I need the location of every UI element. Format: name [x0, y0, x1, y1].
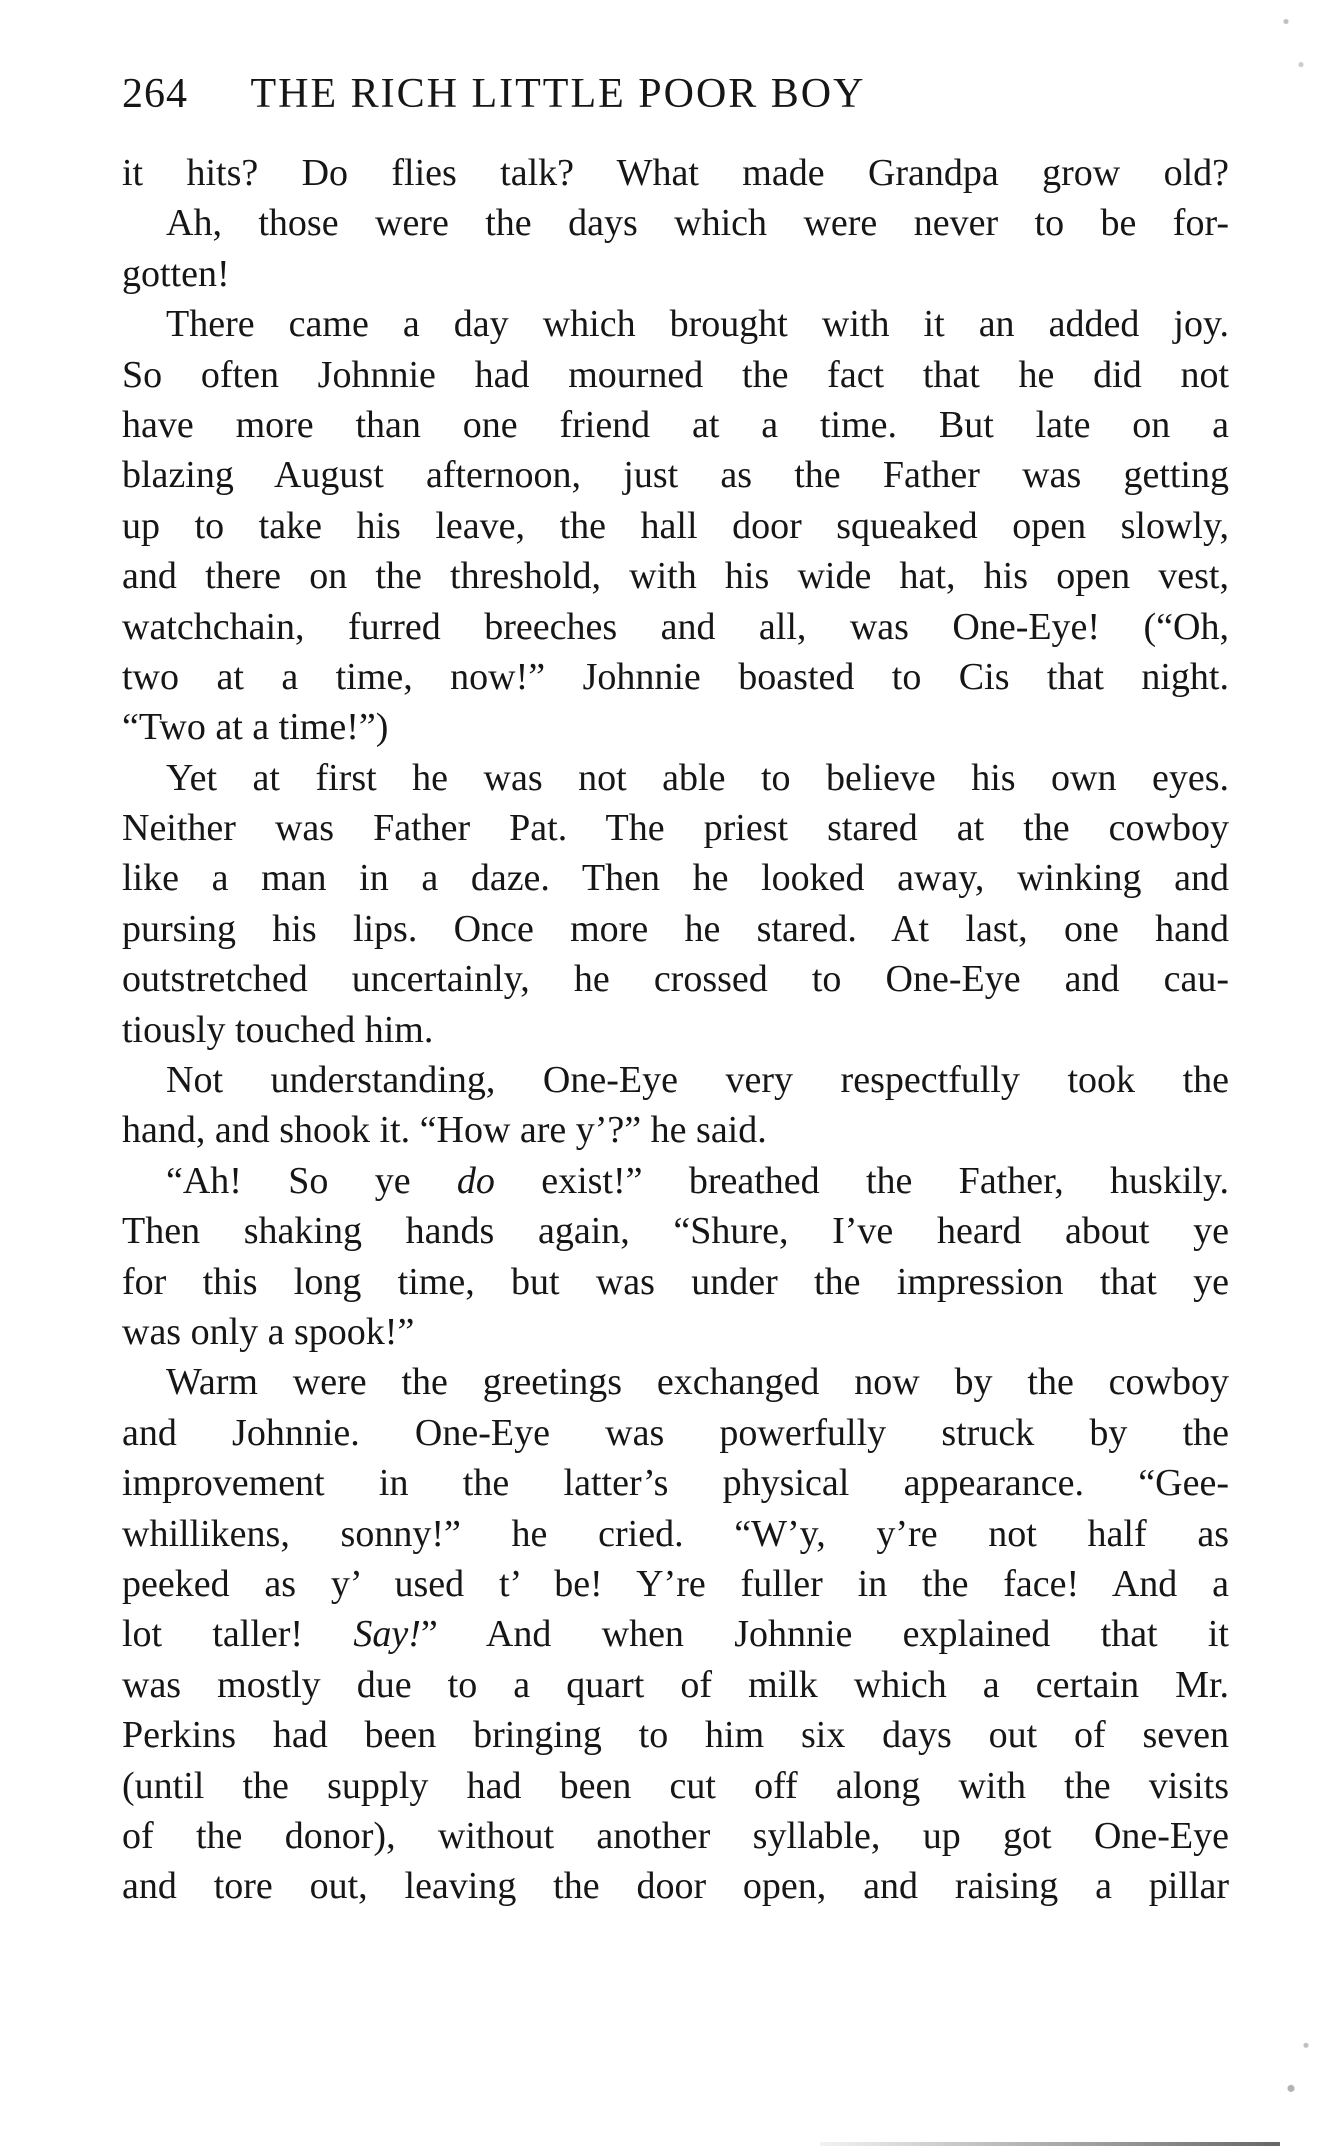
italic-word: do [456, 1159, 495, 1202]
text-line: watchchain, furred breeches and all, was One-Eye! (“Oh, [122, 605, 1229, 648]
text-segment: lot taller! [122, 1613, 354, 1656]
text-line: and tore out, leaving the door open, and raising a pillar [122, 1865, 1229, 1908]
italic-word: Say! [353, 1613, 421, 1656]
text-line: hand, and shook it. “How are y’?” he said. [122, 1109, 767, 1152]
text-line: whillikens, sonny!” he cried. “W’y, y’re not half as [122, 1512, 1229, 1555]
text-line: gotten! [122, 252, 230, 295]
text-line: two at a time, now!” Johnnie boasted to Cis that night. [122, 655, 1229, 698]
text-line: peeked as y’ used t’ be! Y’re fuller in the face! And a [122, 1562, 1229, 1605]
running-head [122, 64, 1242, 124]
text-line: There came a day which brought with it an added joy. [166, 303, 1229, 346]
running-title: THE RICH LITTLE POOR BOY [250, 71, 866, 117]
text-line: and there on the threshold, with his wide hat, his open vest, [122, 555, 1229, 598]
text-line: tiously touched him. [122, 1008, 434, 1051]
text-line: Perkins had been bringing to him six days out of seven [122, 1714, 1229, 1757]
page-number: 264 [122, 71, 188, 117]
text-line: Not understanding, One-Eye very respectfully took the [166, 1059, 1229, 1102]
text-line: Yet at first he was not able to believe his own eyes. [166, 756, 1229, 799]
text-line: (until the supply had been cut off along with the visits [122, 1764, 1229, 1807]
text-line: “Two at a time!”) [122, 706, 389, 749]
page-edge-speckle [1271, 0, 1321, 2153]
text-line: was mostly due to a quart of milk which a certain Mr. [122, 1663, 1229, 1706]
text-line: Ah, those were the days which were never to be for- [166, 202, 1229, 245]
text-line: improvement in the latter’s physical appearance. “Gee- [122, 1462, 1229, 1505]
text-line [122, 1609, 1229, 1659]
text-line: outstretched uncertainly, he crossed to One-Eye and cau- [122, 958, 1229, 1001]
text-line: it hits? Do flies talk? What made Grandpa grow old? [122, 152, 1229, 194]
text-line: for this long time, but was under the impression that ye [122, 1260, 1229, 1303]
text-line: Neither was Father Pat. The priest stared at the cowboy [122, 807, 1229, 850]
text-line [122, 1156, 1229, 1206]
text-line: pursing his lips. Once more he stared. At last, one hand [122, 907, 1229, 950]
text-line: Warm were the greetings exchanged now by the cowboy [166, 1361, 1229, 1404]
text-line: Then shaking hands again, “Shure, I’ve heard about ye [122, 1210, 1229, 1253]
text-line: like a man in a daze. Then he looked away, winking and [122, 857, 1229, 900]
text-segment: ” And when Johnnie explained that it [420, 1613, 1229, 1656]
text-segment: “Ah! So ye [166, 1159, 457, 1202]
body-text [122, 148, 1229, 1912]
text-line: of the donor), without another syllable, up got One-Eye [122, 1814, 1229, 1857]
text-line: up to take his leave, the hall door squeaked open slowly, [122, 504, 1229, 547]
text-segment: exist!” breathed the Father, huskily. [494, 1159, 1229, 1202]
text-line: and Johnnie. One-Eye was powerfully struck by the [122, 1411, 1229, 1454]
scan-edge-line [820, 2142, 1280, 2146]
text-line: So often Johnnie had mourned the fact that he did not [122, 353, 1229, 396]
text-line: was only a spook!” [122, 1310, 415, 1353]
text-line: have more than one friend at a time. But late on a [122, 403, 1229, 446]
text-line: blazing August afternoon, just as the Father was getting [122, 454, 1229, 497]
